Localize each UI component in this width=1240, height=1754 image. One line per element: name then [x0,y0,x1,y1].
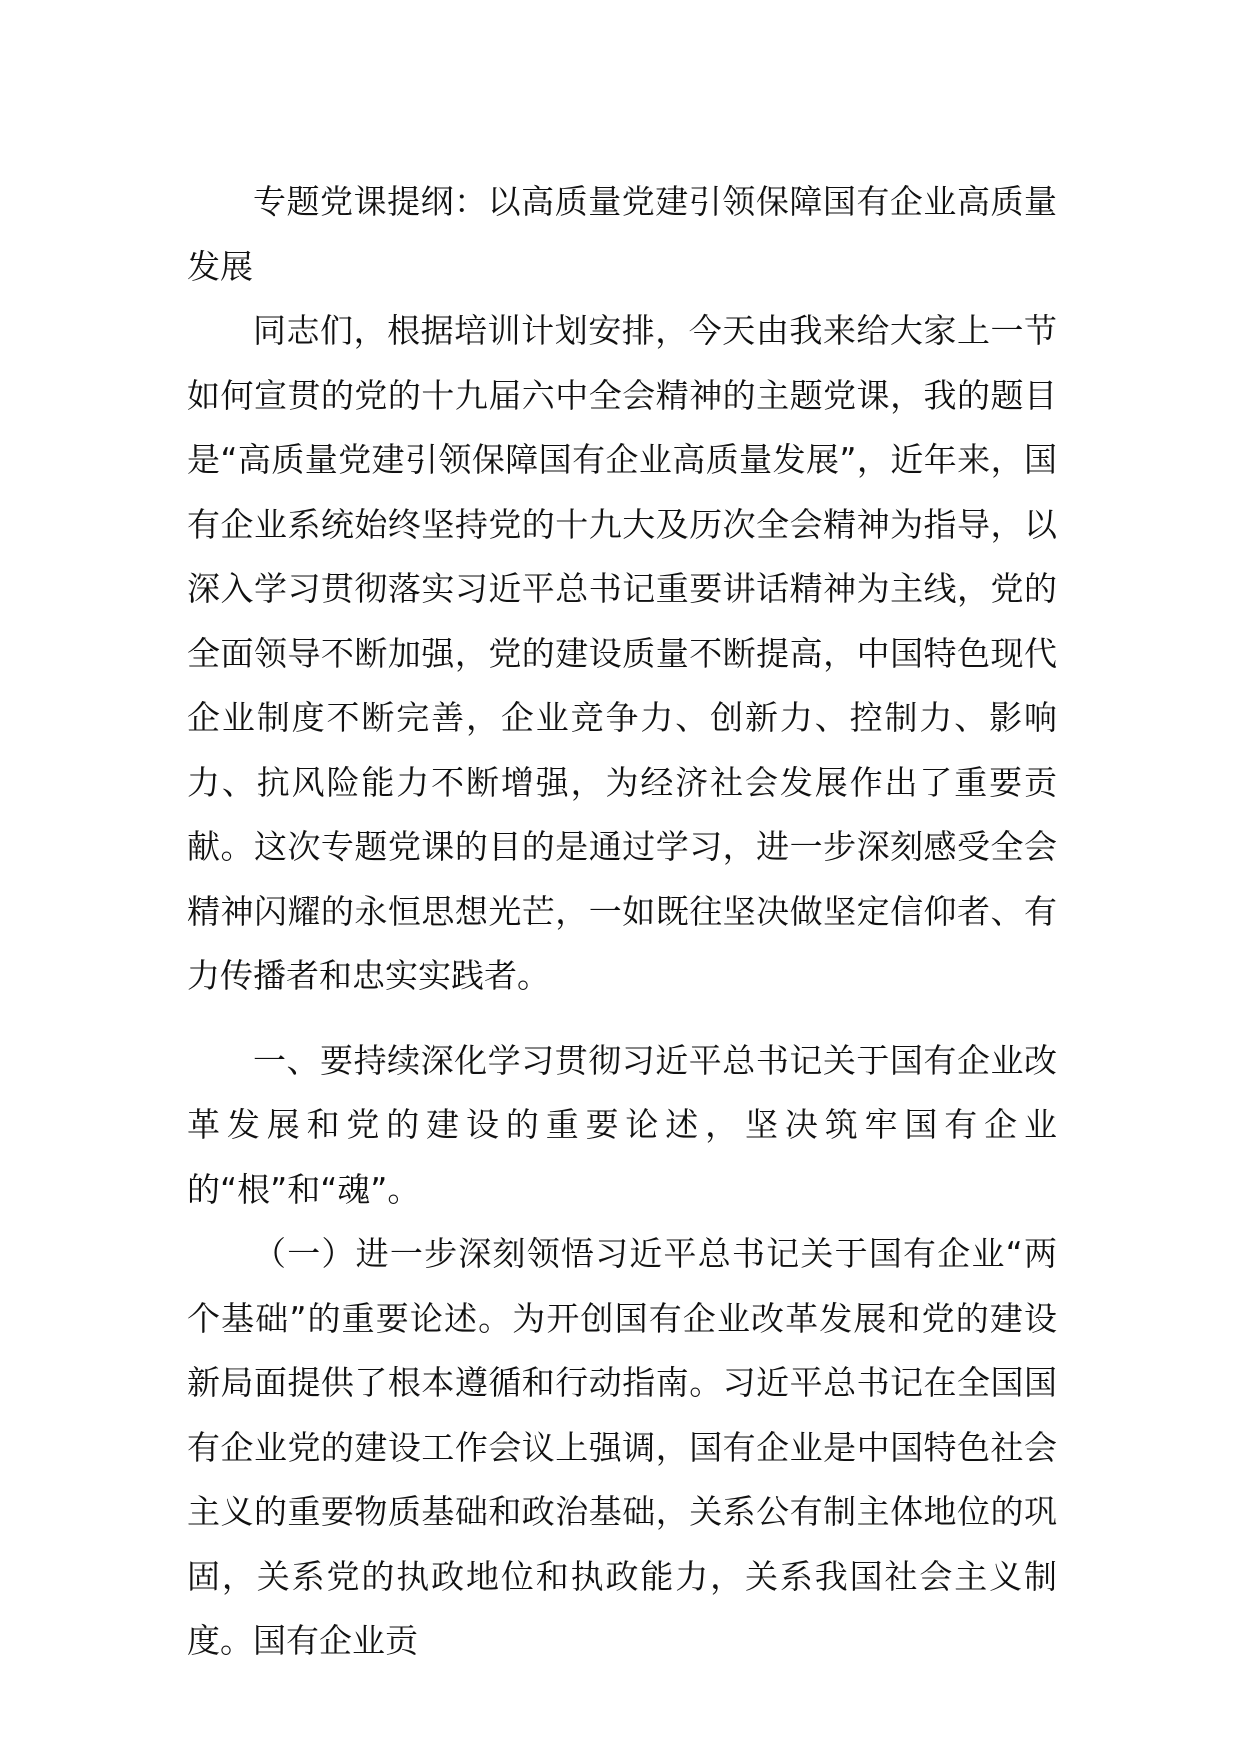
document-body [187,170,1057,1674]
document-title: 专题党课提纲：以高质量党建引领保障国有企业高质量发展 [187,182,1057,286]
subsection-paragraph-1: （一）进一步深刻领悟习近平总书记关于国有企业“两个基础”的重要论述。为开创国有企业改革发展和党的建设新局面提供了根本遵循和行动指南。习近平总书记在全国国有企业党的建设工作会议上强调，国有企业是中国特色社会主义的重要物质基础和政治基础，关系公有制主体地位的巩固，关系党的执政地位和执政能力，关系我国社会主义制度。国有企业贡 [187,1234,1057,1660]
section-heading-1: 一、要持续深化学习贯彻习近平总书记关于国有企业改革发展和党的建设的重要论述，坚决筑牢国有企业的“根”和“魂”。 [187,1040,1057,1209]
paragraph-gap [187,1009,1057,1029]
paragraph-intro: 同志们，根据培训计划安排，今天由我来给大家上一节如何宣贯的党的十九届六中全会精神的主题党课，我的题目是“高质量党建引领保障国有企业高质量发展”，近年来，国有企业系统始终坚持党的十九大及历次全会精神为指导，以深入学习贯彻落实习近平总书记重要讲话精神为主线，党的全面领导不断加强，党的建设质量不断提高，中国特色现代企业制度不断完善，企业竞争力、创新力、控制力、影响力、抗风险能力不断增强，为经济社会发展作出了重要贡献。这次专题党课的目的是通过学习，进一步深刻感受全会精神闪耀的永恒思想光芒，一如既往坚决做坚定信仰者、有力传播者和忠实实践者。 [187,311,1057,995]
